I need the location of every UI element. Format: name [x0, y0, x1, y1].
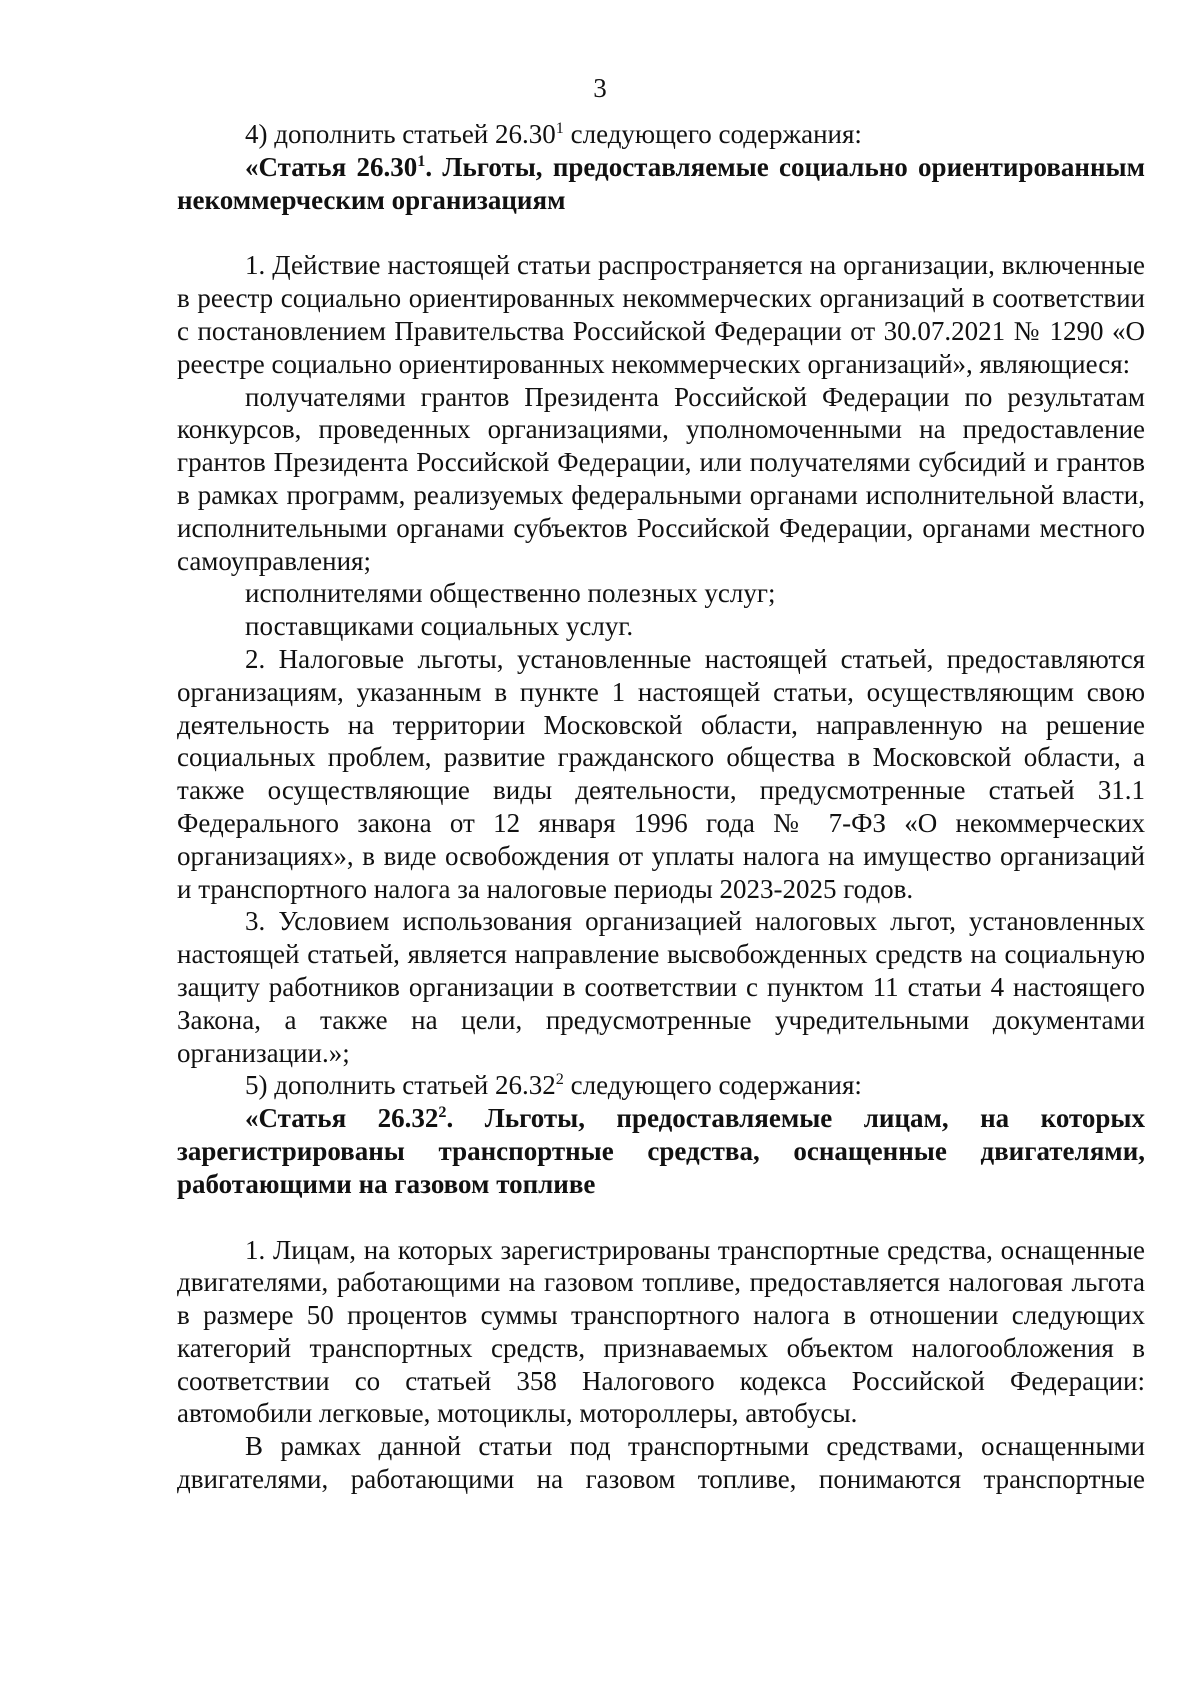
article-26-30-1-heading-start: «Статья 26.30	[245, 151, 418, 182]
amendment-5-line	[177, 1069, 1145, 1102]
amendment-4-superscript: 1	[555, 119, 564, 137]
amendment-5-text-end: следующего содержания:	[563, 1070, 862, 1101]
spacer	[177, 216, 1145, 249]
article-26-32-2-paragraph-2: В рамках данной статьи под транспортными средствами, оснащенными двигателями, работающими на газовом топливе, понимаются транспортные	[177, 1431, 1145, 1495]
article-26-30-1-heading	[177, 151, 1145, 217]
article-26-30-1-paragraph-2: 2. Налоговые льготы, установленные настоящей статьей, предоставляются организациям, указанным в пункте 1 настоящей статьи, осуществляющим свою деятельность на территории Московской области, направленную на решение социальных проблем, развитие гражданского общества в Московской области, а также осуществляющие виды деятельности, предусмотренные статьей 31.1 Федерального закона от 12 января 1996 года № 7-ФЗ «О некоммерческих организациях», в виде освобождения от уплаты налога на имущество организаций и транспортного налога за налоговые периоды 2023-2025 годов.	[177, 643, 1145, 904]
amendment-4-line	[177, 118, 1145, 151]
article-26-30-1-recipients-providers: поставщиками социальных услуг.	[245, 611, 634, 642]
article-26-32-2-superscript: 2	[438, 1103, 447, 1122]
spacer	[177, 1201, 1145, 1234]
article-26-30-1-superscript: 1	[417, 151, 426, 170]
article-26-30-1-paragraph-3: 3. Условием использования организацией налоговых льгот, установленных настоящей статьей, является направление высвобожденных средств на социальную защиту работников организации в соответствии с пунктом 11 статьи 4 настоящего Закона, а также на цели, предусмотренные учредительными документами организации.»;	[177, 906, 1145, 1068]
page-number: 3	[593, 73, 607, 103]
article-26-30-1-recipients-grants: получателями грантов Президента Российской Федерации по результатам конкурсов, проведенных организациями, уполномоченными на предоставление грантов Президента Российской Федерации, или получателями субсидий и грантов в рамках программ, реализуемых федеральными органами исполнительной власти, исполнительными органами субъектов Российской Федерации, органами местного самоуправления;	[177, 381, 1145, 576]
document-body	[177, 118, 1145, 1496]
amendment-5-superscript: 2	[555, 1070, 564, 1089]
article-26-32-2-heading-start: «Статья 26.32	[245, 1103, 439, 1134]
article-26-30-1-heading-end: . Льготы, предоставляемые социально ориентированным некоммерческим организациям	[177, 151, 1145, 215]
article-26-32-2-heading-end: . Льготы, предоставляемые лицам, на которых зарегистрированы транспортные средства, оснащенные двигателями, работающими на газовом топливе	[177, 1103, 1145, 1199]
article-26-32-2-paragraph-1: 1. Лицам, на которых зарегистрированы транспортные средства, оснащенные двигателями, работающими на газовом топливе, предоставляется налоговая льгота в размере 50 процентов суммы транспортного налога в отношении следующих категорий транспортных средств, признаваемых объектом налогообложения в соответствии со статьей 358 Налогового кодекса Российской Федерации: автомобили легковые, мотоциклы, мотороллеры, автобусы.	[177, 1234, 1145, 1429]
article-26-30-1-recipients-services: исполнителями общественно полезных услуг;	[245, 578, 776, 609]
amendment-5-text: 5) дополнить статьей 26.32	[245, 1070, 556, 1101]
amendment-4-text: 4) дополнить статьей 26.30	[245, 119, 556, 149]
article-26-30-1-paragraph-1: 1. Действие настоящей статьи распространяется на организации, включенные в реестр социально ориентированных некоммерческих организаций в соответствии с постановлением Правительства Российской Федерации от 30.07.2021 № 1290 «О реестре социально ориентированных некоммерческих организаций», являющиеся:	[177, 250, 1145, 379]
article-26-32-2-heading	[177, 1102, 1145, 1200]
amendment-4-text-end: следующего содержания:	[563, 119, 862, 149]
